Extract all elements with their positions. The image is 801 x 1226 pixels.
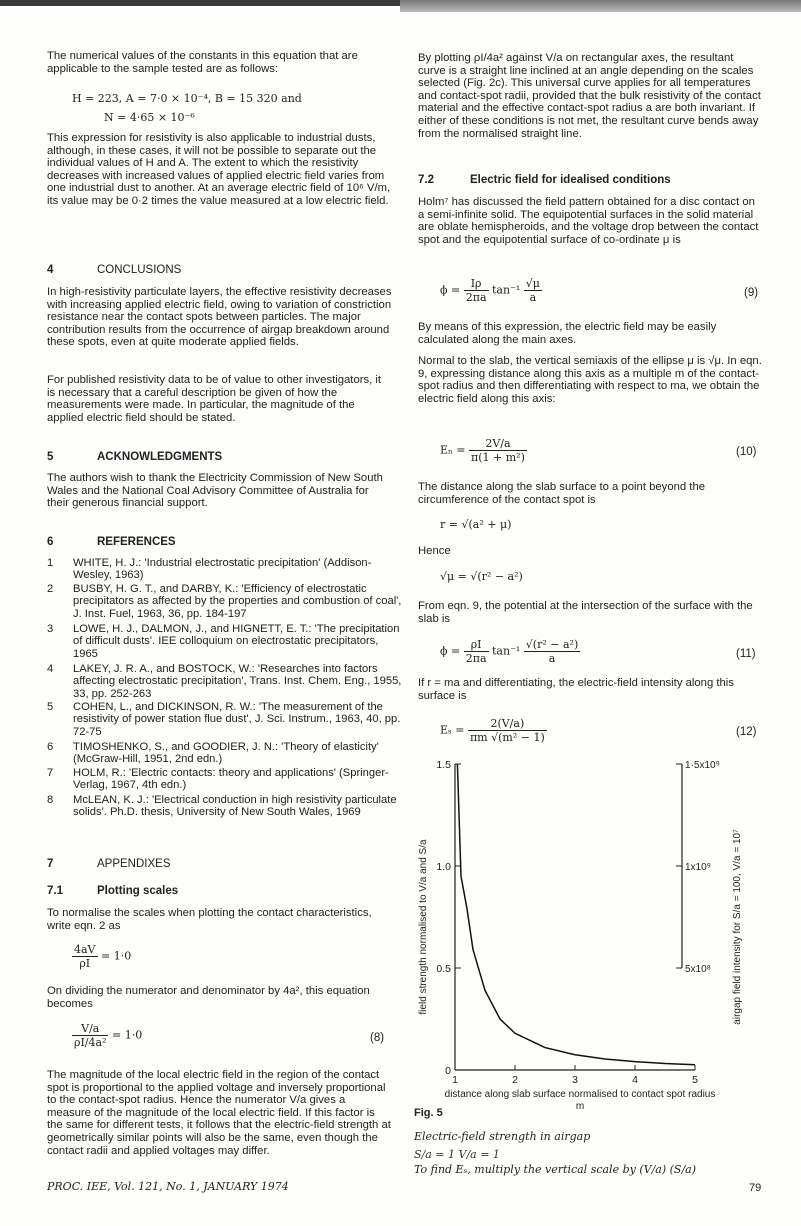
y-tick-label: 1.5 [436, 759, 451, 771]
equation-lhs: Eₙ = [440, 443, 466, 457]
section-4-title: CONCLUSIONS [97, 264, 182, 276]
section-7-title: APPENDIXES [97, 858, 171, 870]
equation-10-number: (10) [736, 446, 757, 458]
equation-11 [440, 638, 580, 665]
equation-function: tan⁻¹ [492, 283, 521, 297]
equation-denominator: πm √(m² − 1) [469, 731, 545, 744]
equation-12-number: (12) [736, 726, 757, 738]
equation-lhs: ϕ = [440, 644, 461, 658]
equation-denominator: a [529, 291, 537, 304]
main-axes-para: By means of this expression, the electric field may be easily calculated along the main axes. [418, 321, 717, 346]
reference-number: 4 [47, 663, 54, 675]
reference-number: 3 [47, 623, 54, 635]
reference-text: HOLM, R.: 'Electric contacts: theory and applications' (Springer-Verlag, 1967, 4th edn.) [73, 767, 389, 792]
figure-label: Fig. 5 [414, 1107, 443, 1119]
reference-text: LOWE, H. J., DALMON, J., and HIGNETT, E. T.: 'The precipitation of difficult dusts'. IEE colloquium on electrostatic precipitators, 1965 [73, 623, 400, 660]
constants-line-2: N = 4·65 × 10⁻⁶ [104, 111, 195, 124]
field-intensity-para: If r = ma and differentiating, the electric-field intensity along this surface is [418, 677, 734, 702]
section-5-title: ACKNOWLEDGMENTS [97, 451, 223, 463]
y2-axis-label: airgap field intensity for S/a = 100, V/a = 10⁷ [732, 829, 743, 1025]
potential-para: From eqn. 9, the potential at the intersection of the surface with the slab is [418, 600, 753, 625]
figure-title: Electric-field strength in airgap [414, 1130, 591, 1143]
equation-numerator: √(r² − a²) [525, 638, 579, 651]
equation-lhs: Eₛ = [440, 723, 465, 737]
figure-params: S/a = 1 V/a = 1 [414, 1148, 500, 1161]
equation-r: r = √(a² + μ) [440, 518, 512, 531]
section-4-number: 4 [47, 264, 54, 276]
equation-11-number: (11) [736, 648, 756, 660]
equation-denominator: 2πa [465, 652, 487, 665]
conclusions-para-1: In high-resistivity particulate layers, the effective resistivity decreases with increasing applied electric field, owing to variation of constriction resistance near the contact spots between particles. The major contribution results from the occurrence of airgap breakdown around these spots, even at quite moderate applied fields. [47, 286, 392, 349]
normal-slab-para: Normal to the slab, the vertical semiaxis of the ellipse μ is √μ. In eqn. 9, expressing distance along this axis as a multiple m of the contact-spot radius and then differentiating with respect to ma, we obtain the electric field along this axis: [418, 355, 762, 405]
equation-numerator: V/a [72, 1022, 108, 1036]
local-field-para: The magnitude of the local electric field in the region of the contact spot is proportional to the applied voltage and inversely proportional to the contact-spot radius. Hence the numerator V/a gives a measure of the magnitude of the local electric field. If this factor is the same for different tests, it follows that the electric-field strength at geometrically similar points will also be the same, even though the contact radii and applied voltages may differ. [47, 1069, 391, 1157]
equation-rhs: = 1·0 [101, 949, 132, 963]
equation-lhs: ϕ = [440, 283, 461, 297]
reference-text: WHITE, H. J.: 'Industrial electrostatic precipitation' (Addison-Wesley, 1963) [73, 557, 372, 582]
reference-text: LAKEY, J. R. A., and BOSTOCK, W.: 'Researches into factors affecting electrostatic precipitation', Trans. Inst. Chem. Eng., 1955, 33, pp. 252-263 [73, 663, 402, 700]
reference-number: 8 [47, 794, 54, 806]
acknowledgments-para: The authors wish to thank the Electricity Commission of New South Wales and the National Coal Advisory Committee of Australia for their generous financial support. [47, 472, 383, 510]
equation-9 [440, 277, 542, 304]
equation-mu: √μ = √(r² − a²) [440, 570, 523, 583]
reference-item [47, 557, 397, 583]
reference-item [47, 663, 402, 701]
reference-number: 1 [47, 557, 54, 569]
equation-numerator: 4aV [74, 943, 96, 956]
equation-10 [440, 437, 527, 464]
equation-12 [440, 717, 547, 744]
holm-para: Holm⁷ has discussed the field pattern obtained for a disc contact on a semi-infinite solid. The equipotential surfaces in the solid material are oblate hemispheroids, and the voltage drop between the contact spot and the equipotential surface of co-ordinate μ is [418, 196, 759, 246]
figure-note: To find Eₛ, multiply the vertical scale by (V/a) (S/a) [414, 1163, 697, 1176]
equation-numerator: 2V/a [469, 437, 527, 451]
section-5-number: 5 [47, 451, 54, 463]
reference-number: 2 [47, 583, 54, 595]
reference-item [47, 741, 397, 767]
reference-number: 6 [47, 741, 54, 753]
equation-numerator: ρI [464, 638, 489, 652]
equation-8-number: (8) [370, 1032, 385, 1044]
equation-numerator: 2(V/a) [468, 717, 547, 731]
y-tick-label: 1.0 [436, 861, 451, 873]
left-para-constants-intro: The numerical values of the constants in this equation that are applicable to the sample tested are as follows: [47, 50, 358, 75]
y-tick-label: 0.5 [436, 963, 451, 975]
section-7-2-number: 7.2 [418, 174, 434, 186]
reference-item [47, 623, 400, 661]
reference-text: BUSBY, H. G. T., and DARBY, K.: 'Efficiency of electrostatic precipitators as affected by the properties and combustion of coal', J. Inst. Fuel, 1963, 36, pp. 184-197 [73, 583, 402, 620]
y2-tick-label: 1·5x10⁹ [685, 760, 720, 771]
y2-tick-label: 1x10⁹ [685, 862, 711, 873]
equation-denominator: ρI [79, 957, 91, 970]
y-tick-label: 0 [445, 1065, 451, 1077]
equation-9-number: (9) [744, 287, 759, 299]
equation-normalised [72, 943, 131, 970]
hence-label: Hence [418, 545, 451, 557]
series-line [457, 764, 695, 1065]
equation-denominator: π(1 + m²) [471, 451, 525, 464]
equation-denominator: 2πa [465, 291, 487, 304]
dividing-para: On dividing the numerator and denominator by 4a², this equation becomes [47, 985, 370, 1010]
page-number: 79 [749, 1182, 762, 1194]
reference-text: COHEN, L., and DICKINSON, R. W.: 'The measurement of the resistivity of power station flue dust', J. Sci. Instrum., 1963, 40, pp. 72-75 [73, 701, 401, 738]
x-tick-label: 3 [572, 1074, 578, 1086]
section-7-1-title: Plotting scales [97, 885, 179, 897]
reference-number: 5 [47, 701, 54, 713]
section-7-2-title: Electric field for idealised conditions [470, 174, 671, 186]
constants-line-1: H = 223, A = 7·0 × 10⁻⁴, B = 15 320 and [72, 92, 302, 105]
conclusions-para-2: For published resistivity data to be of value to other investigators, it is necessary that a careful description be given of how the measurements were made. In particular, the magnitude of the applied electric field should be stated. [47, 374, 382, 424]
plotting-scales-para: To normalise the scales when plotting the contact characteristics, write eqn. 2 as [47, 907, 372, 932]
section-7-1-number: 7.1 [47, 885, 63, 897]
section-7-number: 7 [47, 858, 54, 870]
reference-item [47, 701, 401, 739]
equation-numerator: Iρ [464, 277, 489, 291]
scan-top-shadow [400, 0, 801, 12]
reference-text: McLEAN, K. J.: 'Electrical conduction in high resistivity particulate solids'. Ph.D. thesis, University of New South Wales, 1969 [73, 794, 397, 819]
x-tick-label: 4 [632, 1074, 638, 1086]
reference-item [47, 794, 397, 832]
slab-distance-para: The distance along the slab surface to a point beyond the circumference of the contact spot is [418, 481, 706, 506]
equation-denominator: a [548, 652, 556, 665]
reference-number: 7 [47, 767, 54, 779]
left-para-industrial-dusts: This expression for resistivity is also applicable to industrial dusts, although, in these cases, it will not be possible to separate out the individual values of H and A. The extent to which the resistivity decreases with increased values of applied electric field varies from one industrial dust to another. At an average electric field of 10⁶ V/m, its value may be 0·2 times the value measured at a low electric field. [47, 132, 391, 207]
reference-item [47, 767, 397, 793]
section-6-number: 6 [47, 536, 54, 548]
equation-function: tan⁻¹ [492, 644, 521, 658]
x-axis-label: distance along slab surface normalised to contact spot radius m [444, 1089, 716, 1112]
x-tick-label: 1 [452, 1074, 458, 1086]
y-axis-label: field strength normalised to V/a and S/a [418, 839, 429, 1015]
section-6-title: REFERENCES [97, 536, 176, 548]
y2-tick-label: 5x10⁸ [685, 964, 711, 975]
figure-5-chart [410, 752, 790, 1122]
reference-text: TIMOSHENKO, S., and GOODIER, J. N.: 'Theory of elasticity' (McGraw-Hill, 1951, 2nd edn.) [73, 741, 379, 766]
equation-numerator: √μ [525, 277, 540, 290]
equation-denominator: ρI/4a² [74, 1036, 107, 1049]
journal-footer: PROC. IEE, Vol. 121, No. 1, JANUARY 1974 [47, 1180, 289, 1193]
reference-item [47, 583, 402, 621]
right-para-plotting: By plotting ρI/4a² against V/a on rectangular axes, the resultant curve is a straight line inclined at an angle depending on the scales selected (Fig. 2c). This universal curve applies for all temperatures and contact-spot radii, provided that the bulk resistivity of the contact material and the effective contact-spot radius a are both invariant. If either of these conditions is not met, the resultant curve bends away from the normalised straight line. [418, 52, 761, 140]
equation-rhs: = 1·0 [111, 1028, 143, 1042]
x-tick-label: 2 [512, 1074, 518, 1086]
x-tick-label: 5 [692, 1074, 698, 1086]
equation-8 [72, 1022, 142, 1049]
